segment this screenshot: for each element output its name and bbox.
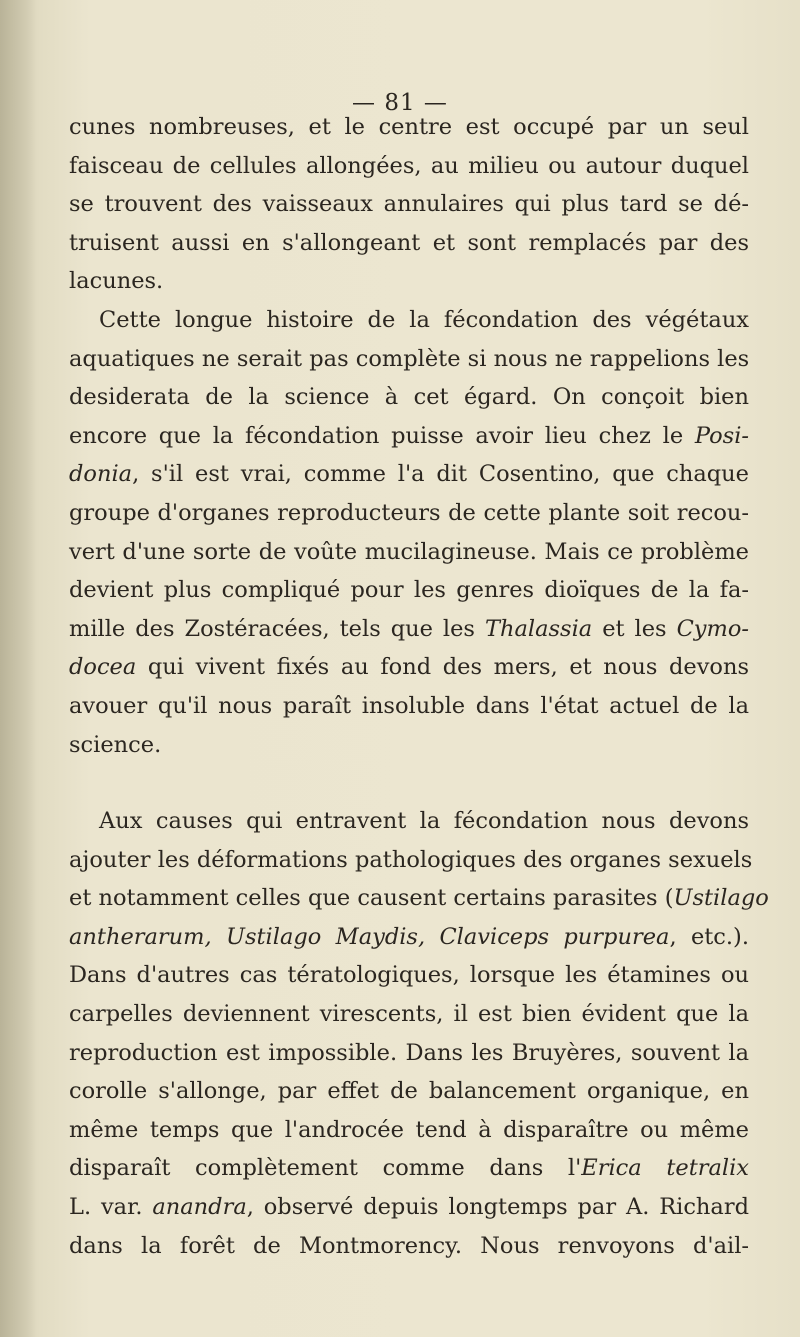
text-line: corolle s'allonge, par effet de balancement organique, en [69,1078,749,1105]
text-line: groupe d'organes reproducteurs de cette plante soit recou- [69,499,749,526]
book-spine-shadow [0,0,36,1337]
italic-term: anandra [152,1194,247,1221]
text-line: cunes nombreuses, et le centre est occupé par un seul [69,114,749,140]
paragraph [69,108,749,301]
text-line: carpelles deviennent virescents, il est bien évident que la [69,1001,749,1028]
text-line: et notamment celles que causent certains parasites (Ustilago [69,885,769,912]
text-line: vert d'une sorte de voûte mucilagineuse. Mais ce problème [69,538,749,565]
italic-term: antherarum, Ustilago Maydis, Claviceps purpurea [69,923,670,950]
paragraph [69,802,769,1265]
text-line: antherarum, Ustilago Maydis, Claviceps purpurea, etc.). [69,923,749,950]
text-line: donia, s'il est vrai, comme l'a dit Cosentino, que chaque [69,461,749,488]
italic-term: Erica tetralix [581,1155,749,1182]
text-line: faisceau de cellules allongées, au milieu ou autour duquel [69,152,749,179]
text-line: mille des Zostéracées, tels que les Thalassia et les Cymo- [69,615,749,642]
text-line: aquatiques ne serait pas complète si nous ne rappelions les [69,345,750,372]
text-line: truisent aussi en s'allongeant et sont remplacés par des [69,229,749,256]
text-line: devient plus compliqué pour les genres dioïques de la fa- [69,577,749,604]
italic-term: donia [69,461,133,488]
paragraph [69,301,749,764]
text-line: reproduction est impossible. Dans les Bruyères, souvent la [69,1039,749,1066]
text-line: dans la forêt de Montmorency. Nous renvoyons d'ail- [69,1232,749,1259]
text-line: Dans d'autres cas tératologiques, lorsque les étamines ou [69,962,749,989]
text-line: disparaît complètement comme dans l'Erica tetralix [69,1155,749,1182]
italic-term: Posi- [694,422,749,449]
text-line: avouer qu'il nous paraît insoluble dans l'état actuel de la [69,692,749,719]
paragraph-gap [69,764,749,802]
text-line: même temps que l'androcée tend à disparaître ou même [69,1116,749,1143]
text-line: desiderata de la science à cet égard. On conçoit bien [69,384,749,411]
text-line: Aux causes qui entravent la fécondation nous devons [99,808,749,835]
italic-term: Ustilago [673,885,769,912]
text-line: Cette longue histoire de la fécondation des végétaux [99,306,749,333]
text-line: lacunes. [69,268,164,295]
text-line: science. [69,731,162,758]
body-text [69,108,769,1265]
page-number: — 81 — [352,90,448,116]
text-line: L. var. anandra, observé depuis longtemps par A. Richard [69,1194,749,1221]
text-line: encore que la fécondation puisse avoir lieu chez le Posi- [69,422,749,449]
text-line: docea qui vivent fixés au fond des mers, et nous devons [69,654,749,681]
italic-term: Thalassia [484,615,593,642]
italic-term: docea [69,654,137,681]
text-line: ajouter les déformations pathologiques des organes sexuels [69,846,753,873]
text-line: se trouvent des vaisseaux annulaires qui plus tard se dé- [69,191,749,218]
italic-term: Cymo- [676,615,749,642]
